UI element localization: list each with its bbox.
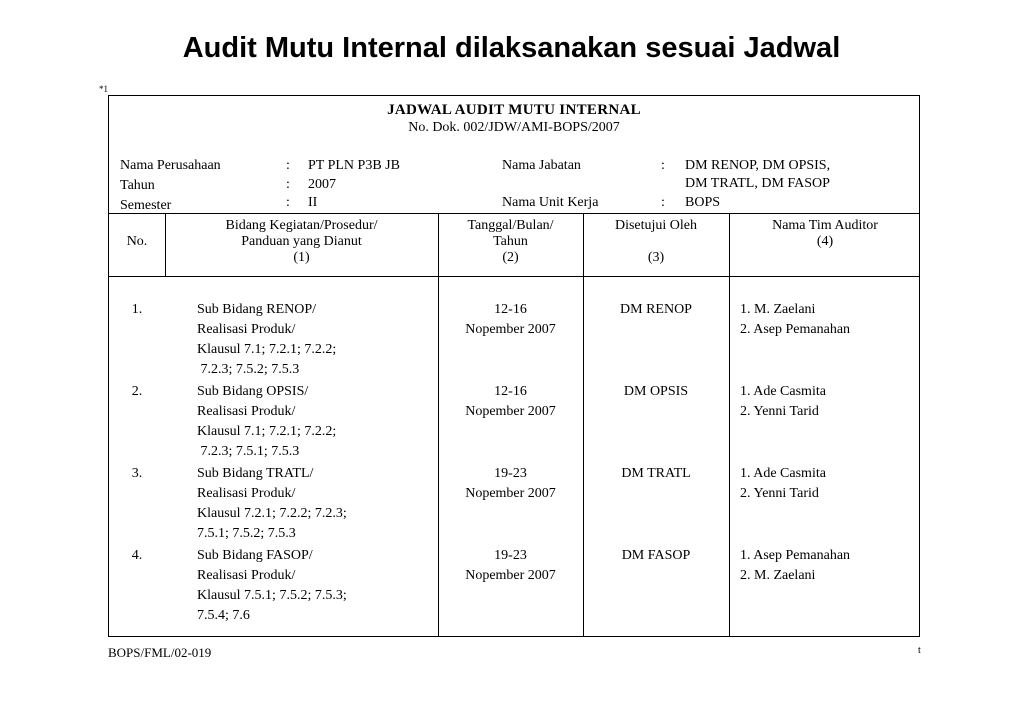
activity-line: Realisasi Produk/ (197, 486, 296, 501)
company-value: PT PLN P3B JB (308, 158, 400, 173)
position-label: Nama Jabatan (502, 158, 581, 173)
unit-label: Nama Unit Kerja (502, 195, 599, 210)
position-value: DM RENOP, DM OPSIS, (685, 158, 831, 173)
colon: : (661, 195, 665, 210)
header-text: (2) (502, 250, 519, 265)
activity-line: Sub Bidang OPSIS/ (197, 384, 309, 399)
date-line: 12-16 (494, 384, 527, 399)
corner-mark: *1 (99, 84, 108, 94)
auditor-name: 1. Ade Casmita (740, 466, 826, 481)
header-text: No. (126, 234, 148, 249)
row-approver: DM OPSIS (623, 384, 689, 399)
row-activity (197, 546, 347, 626)
row-auditors (740, 546, 850, 586)
auditor-name: 1. Asep Pemanahan (740, 548, 851, 563)
date-line: 19-23 (494, 466, 527, 481)
activity-line: 7.5.1; 7.5.2; 7.5.3 (197, 526, 296, 541)
activity-line: Sub Bidang FASOP/ (197, 548, 313, 563)
row-date (438, 546, 583, 586)
header-no (109, 234, 165, 250)
activity-line: Klausul 7.1; 7.2.1; 7.2.2; (197, 424, 337, 439)
row-activity (197, 382, 336, 462)
activity-line: Realisasi Produk/ (197, 322, 296, 337)
edge-mark: t (918, 645, 921, 656)
date-line: 12-16 (494, 302, 527, 317)
colon: : (286, 195, 290, 210)
date-line: Nopember 2007 (465, 322, 556, 337)
header-text (583, 234, 729, 250)
column-divider (729, 213, 730, 637)
activity-line: Sub Bidang TRATL/ (197, 466, 314, 481)
header-text: Tahun (493, 234, 528, 249)
row-number: 1. (131, 302, 143, 317)
header-text: Panduan yang Dianut (241, 234, 362, 249)
company-label: Nama Perusahaan (120, 158, 221, 173)
header-text: Nama Tim Auditor (772, 218, 878, 233)
row-auditors (740, 382, 826, 422)
date-line: Nopember 2007 (465, 486, 556, 501)
auditor-name: 2. Yenni Tarid (740, 404, 819, 419)
header-text: (3) (647, 250, 665, 265)
row-date (438, 300, 583, 340)
activity-line: Realisasi Produk/ (197, 568, 296, 583)
table-top-border (109, 213, 919, 214)
row-activity (197, 300, 336, 380)
header-activity (165, 218, 438, 266)
header-auditors (729, 218, 921, 250)
header-text: Tanggal/Bulan/ (467, 218, 554, 233)
activity-line: Sub Bidang RENOP/ (197, 302, 317, 317)
activity-line: 7.2.3; 7.5.2; 7.5.3 (197, 362, 300, 377)
header-approver (583, 218, 729, 266)
auditor-name: 1. M. Zaelani (740, 302, 816, 317)
sheet-title: JADWAL AUDIT MUTU INTERNAL (387, 102, 641, 118)
row-approver: DM TRATL (621, 466, 691, 481)
semester-value: II (308, 195, 318, 210)
date-line: Nopember 2007 (465, 404, 556, 419)
row-approver: DM RENOP (620, 302, 692, 317)
year-label: Tahun (120, 178, 155, 193)
auditor-name: 2. Asep Pemanahan (740, 322, 851, 337)
colon: : (661, 158, 665, 173)
header-text: (4) (816, 234, 834, 249)
activity-line: Klausul 7.5.1; 7.5.2; 7.5.3; (197, 588, 347, 603)
colon: : (286, 177, 290, 192)
activity-line: Klausul 7.2.1; 7.2.2; 7.2.3; (197, 506, 347, 521)
position-value: DM TRATL, DM FASOP (685, 176, 830, 191)
header-date (438, 218, 583, 266)
sheet-heading (109, 102, 919, 136)
activity-line: Klausul 7.1; 7.2.1; 7.2.2; (197, 342, 337, 357)
header-bottom-border (109, 276, 919, 277)
unit-value: BOPS (685, 195, 721, 210)
date-line: 19-23 (494, 548, 527, 563)
column-divider (583, 213, 584, 637)
auditor-name: 2. M. Zaelani (740, 568, 816, 583)
header-text: Bidang Kegiatan/Prosedur/ (225, 218, 378, 233)
document-number: No. Dok. 002/JDW/AMI-BOPS/2007 (408, 120, 620, 135)
header-text: Disetujui Oleh (614, 218, 698, 233)
row-date (438, 382, 583, 422)
auditor-name: 2. Yenni Tarid (740, 486, 819, 501)
row-number: 3. (131, 466, 143, 481)
year-value: 2007 (308, 177, 336, 192)
row-auditors (740, 300, 850, 340)
activity-line: 7.5.4; 7.6 (197, 608, 250, 623)
semester-label: Semester (120, 198, 172, 213)
colon: : (286, 158, 290, 173)
audit-schedule-sheet (108, 95, 920, 637)
row-number: 2. (131, 384, 143, 399)
row-approver: DM FASOP (621, 548, 691, 563)
form-code: BOPS/FML/02-019 (108, 645, 212, 660)
activity-line: 7.2.3; 7.5.1; 7.5.3 (197, 444, 300, 459)
date-line: Nopember 2007 (465, 568, 556, 583)
auditor-name: 1. Ade Casmita (740, 384, 826, 399)
row-date (438, 464, 583, 504)
header-text: (1) (293, 250, 310, 265)
activity-line: Realisasi Produk/ (197, 404, 296, 419)
row-number: 4. (131, 548, 143, 563)
slide-title: Audit Mutu Internal dilaksanakan sesuai Jadwal (182, 32, 841, 64)
row-auditors (740, 464, 826, 504)
info-block (109, 156, 919, 216)
row-activity (197, 464, 347, 544)
